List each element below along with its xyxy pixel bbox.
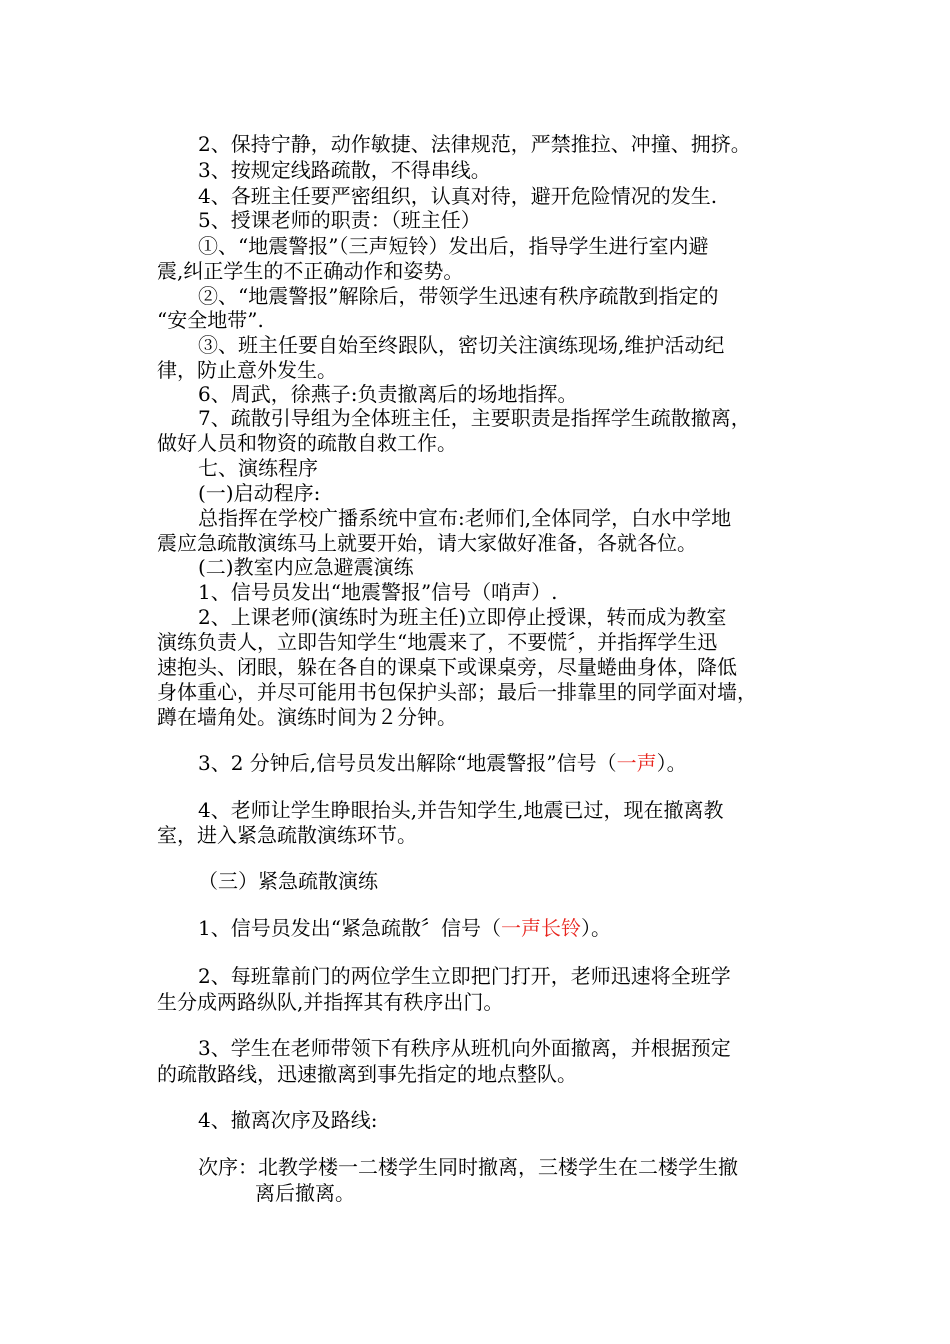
text-line: 4、撤离次序及路线:	[198, 1108, 378, 1132]
text-line: 5、授课老师的职责：（班主任）	[198, 208, 481, 232]
highlight-text: 一声	[616, 751, 657, 775]
text-line: 震应急疏散演练马上就要开始，请大家做好准备，各就各位。	[157, 531, 697, 555]
subsection-heading: (一)启动程序:	[198, 481, 321, 505]
text-line: 1、信号员发出“紧急疏散〞信号（一声长铃）。	[198, 916, 611, 940]
text-line: 4、老师让学生睁眼抬头,并告知学生,地震已过，现在撤离教	[198, 798, 724, 822]
text-line: 律，防止意外发生。	[157, 358, 337, 382]
text-line: 4、各班主任要严密组织，认真对待，避开危险情况的发生.	[198, 184, 718, 208]
highlight-text: 一声长铃	[500, 916, 581, 940]
subsection-heading: (二)教室内应急避震演练	[198, 555, 414, 579]
text-line: ③、班主任要自始至终跟队，密切关注演练现场,维护活动纪	[198, 333, 725, 357]
text-line: 做好人员和物资的疏散自救工作。	[157, 431, 457, 455]
text-line: 蹲在墙角处。演练时间为２分钟。	[157, 705, 457, 729]
text-line: 生分成两路纵队,并指挥其有秩序出门。	[157, 990, 504, 1014]
text-line: ①、“地震警报”（三声短铃）发出后，指导学生进行室内避	[198, 234, 709, 258]
text-line: 离后撤离。	[255, 1181, 355, 1205]
text-line: ②、“地震警报”解除后，带领学生迅速有秩序疏散到指定的	[198, 284, 719, 308]
text-line: 室，进入紧急疏散演练环节。	[157, 823, 417, 847]
text-line: 的疏散路线，迅速撤离到事先指定的地点整队。	[157, 1062, 577, 1086]
text-line: 7、疏散引导组为全体班主任，主要职责是指挥学生疏散撤离，	[198, 406, 751, 430]
text-line: 1、信号员发出“地震警报”信号（哨声）.	[198, 580, 558, 604]
text-line: 震,纠正学生的不正确动作和姿势。	[157, 259, 464, 283]
text-line: 演练负责人，立即告知学生“地震来了，不要慌〞，并指挥学生迅	[157, 630, 718, 654]
text-line: 2、保持宁静，动作敏捷、法律规范，严禁推拉、冲撞、拥挤。	[198, 132, 751, 156]
text-line: 总指挥在学校广播系统中宣布:老师们,全体同学，白水中学地	[198, 506, 732, 530]
text-line: 速抱头、闭眼，躲在各自的课桌下或课桌旁，尽量蜷曲身体，降低	[157, 655, 737, 679]
text-line: 3、学生在老师带领下有秩序从班机向外面撤离，并根据预定	[198, 1036, 731, 1060]
subsection-heading: （三）紧急疏散演练	[198, 869, 378, 893]
text-line: 3、2 分钟后,信号员发出解除“地震警报”信号（一声）。	[198, 751, 687, 775]
text-line: 6、周武，徐燕子:负责撤离后的场地指挥。	[198, 382, 578, 406]
text-line: “安全地带”.	[157, 308, 264, 332]
text-line: 身体重心，并尽可能用书包保护头部；最后一排靠里的同学面对墙，	[157, 680, 757, 704]
text-line: 2、每班靠前门的两位学生立即把门打开，老师迅速将全班学	[198, 964, 731, 988]
text-line: 2、上课老师(演练时为班主任)立即停止授课，转而成为教室	[198, 605, 727, 629]
section-heading: 七、演练程序	[198, 456, 318, 480]
text-line: 3、按规定线路疏散，不得串线。	[198, 158, 491, 182]
text-line: 次序：北教学楼一二楼学生同时撤离，三楼学生在二楼学生撤	[198, 1155, 738, 1179]
